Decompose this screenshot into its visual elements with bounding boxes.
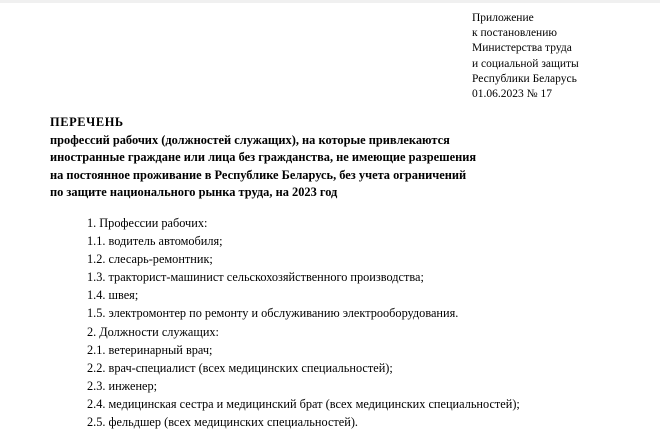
title-line: по защите национального рынка труда, на 2023 год [50, 185, 338, 200]
page-top-divider [0, 0, 660, 3]
header-line: Приложение [472, 12, 534, 24]
list-item: 2.4. медицинская сестра и медицинский брат (всех медицинских специальностей); [87, 396, 520, 411]
document-header [472, 11, 652, 102]
document-title [50, 114, 610, 202]
list-item: 1.1. водитель автомобиля; [87, 234, 223, 249]
list-item: 1.4. швея; [87, 288, 139, 303]
list-item: 1.2. слесарь-ремонтник; [87, 252, 213, 267]
list-item: 1.5. электромонтер по ремонту и обслуживанию электрооборудования. [87, 306, 459, 321]
list-item: 2.5. фельдшер (всех медицинских специальностей). [87, 415, 358, 430]
page-title: ПЕРЕЧЕНЬ [50, 115, 124, 129]
list-item: 2.3. инженер; [87, 378, 158, 393]
document-list [87, 214, 632, 431]
header-line: к постановлению [472, 27, 557, 40]
header-line: и социальной защиты [472, 57, 579, 70]
header-line: Министерства труда [472, 42, 572, 55]
list-item: 1. Профессии рабочих: [87, 216, 208, 230]
list-item: 2.1. ветеринарный врач; [87, 342, 213, 357]
list-item: 1.3. тракторист-машинист сельскохозяйственного производства; [87, 270, 424, 285]
title-line: на постоянное проживание в Республике Беларусь, без учета ограничений [50, 167, 467, 182]
title-line: профессий рабочих (должностей служащих), на которые привлекаются [50, 132, 450, 147]
title-line: иностранные граждане или лица без гражданства, не имеющие разрешения [50, 150, 477, 165]
header-line: Республики Беларусь [472, 72, 577, 85]
header-line: 01.06.2023 № 17 [472, 88, 552, 101]
list-item: 2.2. врач-специалист (всех медицинских специальностей); [87, 360, 393, 375]
list-item: 2. Должности служащих: [87, 324, 219, 339]
